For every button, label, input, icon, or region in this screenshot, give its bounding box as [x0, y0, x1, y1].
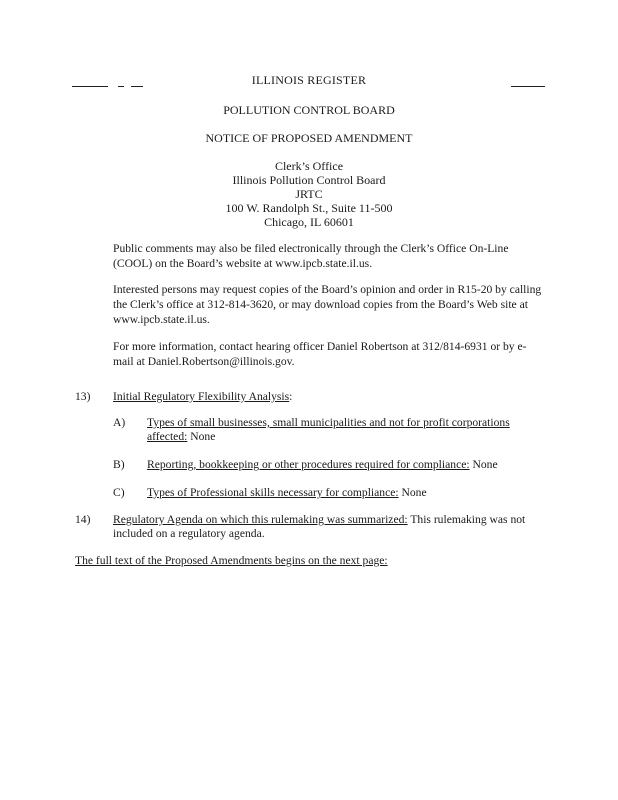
item-13-a-value: None — [187, 430, 216, 443]
item-13-colon: : — [289, 390, 293, 403]
address-line-2: Illinois Pollution Control Board — [232, 173, 386, 187]
address-line-5: Chicago, IL 60601 — [264, 215, 354, 229]
item-14-value: This rulemaking was not included on a regulatory agenda. — [113, 513, 526, 540]
item-13-c-label: C) — [113, 486, 125, 499]
item-13-a-title: Types of small businesses, small municipalities and not for profit corporations affected: — [147, 416, 510, 443]
item-13-c-value: None — [398, 486, 427, 499]
item-13-b-text — [147, 458, 547, 472]
item-13-c-title: Types of Professional skills necessary for compliance: — [147, 486, 399, 499]
item-13-b-title: Reporting, bookkeeping or other procedures required for compliance: — [147, 458, 470, 471]
paragraph-cool: Public comments may also be filed electronically through the Clerk’s Office On-Line (COOL) on the Board’s website at www.ipcb.state.il.us. — [113, 242, 509, 270]
item-13-heading — [113, 390, 292, 403]
item-13-b-value: None — [469, 458, 498, 471]
item-13-b-label: B) — [113, 458, 125, 471]
address-line-1: Clerk’s Office — [274, 159, 344, 173]
item-14-text — [113, 513, 553, 541]
register-title: ILLINOIS REGISTER — [251, 73, 367, 87]
item-14-number: 14) — [75, 513, 91, 526]
address-line-4: 100 W. Randolph St., Suite 11-500 — [225, 201, 393, 215]
item-13-a-label: A) — [113, 416, 126, 429]
item-14-title: Regulatory Agenda on which this rulemaking was summarized: — [113, 513, 408, 526]
paragraph-copies: Interested persons may request copies of the Board’s opinion and order in R15-20 by calling the Clerk’s office at 312-814-3620, or may download copies from the Board’s Web site at www.ipcb.state.il.us. — [113, 283, 542, 326]
address-line-3: JRTC — [295, 187, 323, 201]
board-title: POLLUTION CONTROL BOARD — [223, 103, 395, 117]
paragraph-contact: For more information, contact hearing officer Daniel Robertson at 312/814-6931 or by e-mail at Daniel.Robertson@illinois.gov. — [113, 340, 527, 368]
notice-title: NOTICE OF PROPOSED AMENDMENT — [205, 131, 413, 145]
item-13-c-text — [147, 486, 537, 500]
item-13-a-text — [147, 416, 537, 444]
item-13-number: 13) — [75, 390, 91, 403]
item-13-title: Initial Regulatory Flexibility Analysis — [113, 390, 290, 403]
full-text-notice: The full text of the Proposed Amendments begins on the next page: — [75, 554, 388, 567]
